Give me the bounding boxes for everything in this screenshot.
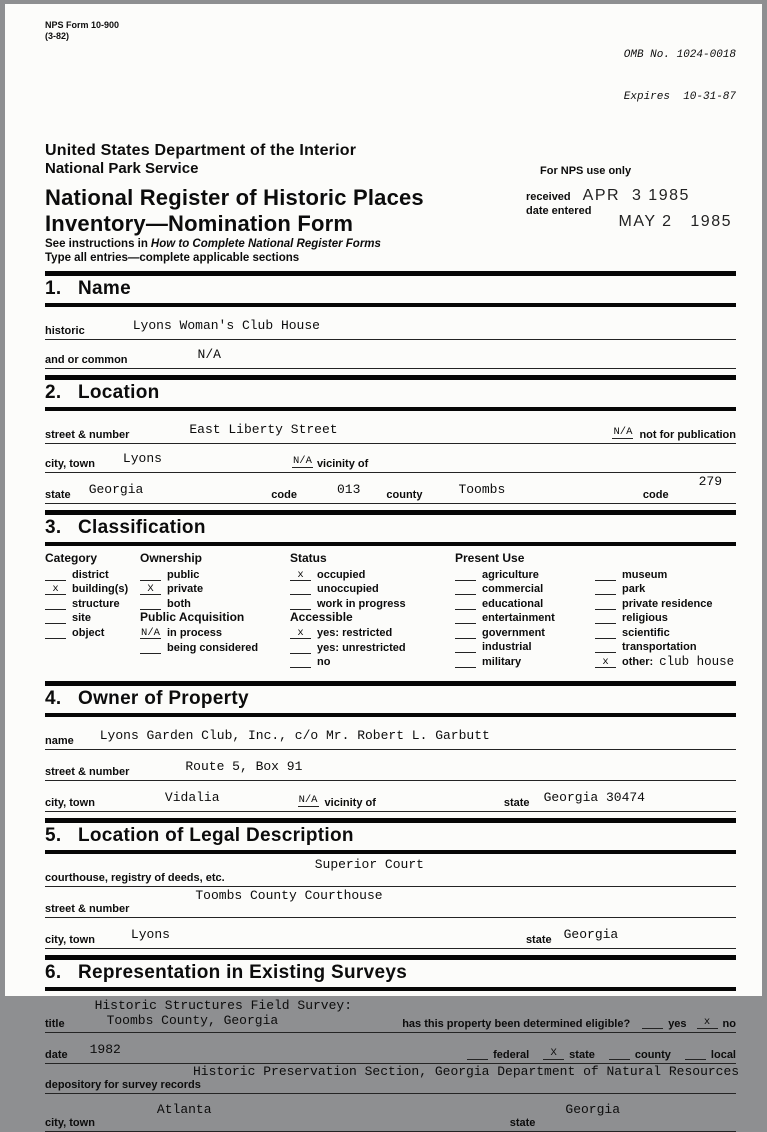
present-use-column-2	[595, 551, 736, 668]
county-mark	[609, 1048, 630, 1060]
checkbox-buildings	[45, 581, 140, 596]
eligible-question: has this property been determined eligible?	[402, 1018, 631, 1030]
street-label: street & number	[45, 429, 130, 441]
checkbox-label: both	[167, 597, 191, 610]
checkbox-mark	[595, 599, 616, 610]
checkbox-mark: x	[290, 570, 311, 581]
checkbox-mark: X	[140, 584, 161, 595]
section-number: 5.	[45, 825, 62, 846]
local-mark	[685, 1048, 706, 1060]
section-number: 4.	[45, 688, 62, 709]
checkbox-label: government	[482, 626, 545, 639]
city-label: city, town	[45, 1117, 95, 1129]
public-acquisition-title: Public Acquisition	[140, 609, 245, 624]
state-label: state	[509, 1117, 536, 1129]
checkbox-entertainment	[455, 610, 595, 625]
checkbox-mark	[455, 570, 476, 581]
street-value: Route 5, Box 91	[185, 759, 303, 774]
section-title: Owner of Property	[78, 688, 249, 709]
checkbox-object	[45, 624, 140, 639]
column-title: Present Use	[455, 551, 525, 565]
checkbox-label: religious	[622, 612, 668, 624]
checkbox-mark	[595, 613, 616, 624]
vicinity-label: vicinity of	[316, 458, 369, 470]
checkbox-private-residence	[595, 595, 736, 610]
ownership-column	[140, 551, 290, 668]
county-value: Toombs	[458, 482, 506, 497]
checkbox-mark	[595, 584, 616, 595]
checkbox-occupied	[290, 566, 455, 581]
not-for-publication-mark: N/A	[613, 426, 633, 438]
field-common-name	[45, 340, 736, 369]
street-label: street & number	[45, 903, 130, 915]
omb-expires: Expires 10-31-87	[623, 91, 736, 103]
street-label: street & number	[45, 766, 130, 778]
state-value: Georgia	[563, 927, 619, 942]
checkbox-mark	[455, 599, 476, 610]
checkbox-label: unoccupied	[317, 583, 379, 595]
checkbox-mark	[45, 613, 66, 624]
eligible-yes-mark	[642, 1017, 663, 1029]
state-checkbox-label: state	[569, 1049, 595, 1061]
checkbox-yes-unrestricted	[290, 639, 455, 654]
checkbox-label: industrial	[482, 641, 532, 653]
present-use-column-1	[455, 551, 595, 668]
field-owner-name	[45, 717, 736, 750]
city-value: Lyons	[130, 927, 170, 942]
date-entered-stamp: MAY 2 1985	[618, 213, 732, 230]
column-title: Ownership	[140, 551, 203, 565]
checkbox-mark	[45, 599, 66, 610]
checkbox-label: transportation	[622, 641, 697, 653]
checkbox-mark	[290, 584, 311, 595]
field-depository	[45, 1064, 740, 1094]
code2-value: 279	[698, 474, 722, 489]
column-title: Category	[45, 551, 98, 565]
instructions-prefix: See instructions in	[45, 238, 148, 250]
field-owner-street	[45, 750, 736, 781]
section-title: Location of Legal Description	[78, 825, 354, 846]
checkbox-label: yes: unrestricted	[317, 641, 406, 654]
common-value: N/A	[197, 347, 221, 362]
city-label: city, town	[45, 797, 95, 809]
section-3-heading	[45, 510, 736, 546]
section-1-heading	[45, 271, 736, 307]
field-legal-street	[45, 887, 736, 918]
checkbox-in-process	[140, 625, 290, 640]
vicinity-mark: N/A	[292, 455, 312, 467]
city-value: Vidalia	[164, 790, 220, 805]
title-value-line2: Toombs County, Georgia	[106, 1013, 279, 1028]
checkbox-label: public	[167, 568, 200, 581]
checkbox-label: work in progress	[317, 597, 406, 610]
nps-stamps	[526, 185, 736, 237]
checkbox-label: being considered	[167, 641, 259, 654]
checkbox-mark	[455, 642, 476, 653]
form-number: NPS Form 10-900	[45, 20, 120, 30]
classification-grid	[45, 546, 736, 675]
checkbox-structure	[45, 595, 140, 610]
checkbox-mark	[595, 570, 616, 581]
checkbox-being-considered	[140, 639, 290, 654]
common-label: and or common	[45, 354, 128, 366]
section-number: 3.	[45, 517, 62, 538]
street-value: Toombs County Courthouse	[195, 888, 383, 903]
form-title	[45, 185, 424, 237]
checkbox-label: private	[167, 583, 204, 595]
city-value: Lyons	[122, 451, 162, 466]
federal-label: federal	[493, 1049, 530, 1061]
checkbox-religious	[595, 610, 736, 625]
section-number: 2.	[45, 382, 62, 403]
checkbox-mark	[455, 657, 476, 668]
not-for-publication-label: not for publication	[639, 429, 736, 441]
county-checkbox-label: county	[634, 1049, 671, 1061]
section-4-heading	[45, 681, 736, 717]
column-title: Status	[290, 551, 327, 565]
form-header	[45, 20, 736, 132]
section-title: Classification	[78, 517, 206, 538]
field-courthouse	[45, 854, 736, 887]
accessible-title: Accessible	[290, 609, 353, 624]
checkbox-label: occupied	[317, 568, 366, 581]
section-title: Representation in Existing Surveys	[78, 962, 408, 983]
checkbox-mark: x	[45, 584, 66, 595]
section-5-heading	[45, 818, 736, 854]
code2-label: code	[642, 489, 669, 501]
checkbox-military	[455, 653, 595, 668]
checkbox-mark	[45, 628, 66, 639]
checkbox-mark	[595, 642, 616, 653]
checkbox-mark: N/A	[141, 627, 160, 639]
date-label: date	[45, 1049, 68, 1061]
checkbox-yes-restricted	[290, 625, 455, 640]
checkbox-label: yes: restricted	[317, 627, 393, 639]
form-title-line1: National Register of Historic Places	[45, 185, 424, 210]
checkbox-label: agriculture	[482, 568, 539, 581]
checkbox-mark	[595, 628, 616, 639]
field-survey-title	[45, 991, 736, 1033]
nomination-form-page	[5, 4, 762, 1129]
received-row	[526, 187, 736, 205]
checkbox-no	[290, 654, 455, 669]
city-label: city, town	[45, 934, 95, 946]
checkbox-label: park	[622, 583, 646, 595]
depository-value: Historic Preservation Section, Georgia Department of Natural Resources	[193, 1064, 740, 1079]
service-row	[45, 160, 736, 177]
status-column	[290, 551, 455, 668]
checkbox-mark: x	[290, 628, 311, 639]
checkbox-educational	[455, 595, 595, 610]
checkbox-mark	[140, 599, 161, 610]
checkbox-mark	[455, 628, 476, 639]
checkbox-scientific	[595, 624, 736, 639]
checkbox-label: in process	[167, 627, 223, 639]
checkbox-label: site	[72, 612, 91, 624]
checkbox-industrial	[455, 639, 595, 654]
code1-value: 013	[336, 482, 361, 497]
name-label: name	[45, 735, 74, 747]
federal-mark	[467, 1048, 488, 1060]
checkbox-mark	[290, 599, 311, 610]
section-6-heading	[45, 955, 736, 991]
checkbox-transportation	[595, 639, 736, 654]
checkbox-both	[140, 595, 290, 610]
vicinity-label: vicinity of	[324, 797, 376, 809]
checkbox-park	[595, 581, 736, 596]
vicinity-mark: N/A	[298, 794, 318, 806]
checkbox-mark	[140, 643, 161, 654]
date-value: 1982	[89, 1042, 121, 1057]
checkbox-label: scientific	[622, 626, 670, 639]
title-label: title	[45, 1018, 65, 1030]
checkbox-label: other:	[622, 655, 654, 668]
category-column	[45, 551, 140, 668]
checkbox-label: entertainment	[482, 612, 555, 624]
instructions-line1	[45, 237, 736, 251]
title-value-line1: Historic Structures Field Survey:	[94, 998, 353, 1013]
field-street-number	[45, 411, 736, 444]
eligible-no-label: no	[722, 1018, 736, 1030]
section-number: 1.	[45, 278, 62, 299]
checkbox-label: private residence	[622, 597, 713, 610]
checkbox-label: no	[317, 656, 331, 668]
instructions-book-title: How to Complete National Register Forms	[150, 238, 381, 250]
instructions-line2: Type all entries—complete applicable sections	[45, 252, 300, 264]
state-value: Georgia	[88, 482, 144, 497]
checkbox-unoccupied	[290, 581, 455, 596]
section-title: Name	[78, 278, 131, 299]
checkbox-mark	[455, 584, 476, 595]
section-2-heading	[45, 375, 736, 411]
other-value: club house	[659, 654, 735, 669]
column-spacer	[595, 551, 736, 566]
checkbox-mark	[290, 643, 311, 654]
service-title: National Park Service	[45, 160, 199, 177]
field-owner-city	[45, 781, 736, 812]
field-legal-city	[45, 918, 736, 949]
checkbox-label: educational	[482, 597, 544, 610]
section-title: Location	[78, 382, 160, 403]
field-historic-name	[45, 307, 736, 340]
checkbox-label: military	[482, 655, 522, 668]
omb-number: OMB No. 1024-0018	[623, 49, 736, 61]
eligible-yes-label: yes	[668, 1018, 687, 1030]
eligible-no-mark: x	[697, 1017, 718, 1029]
city-value: Atlanta	[156, 1102, 212, 1117]
field-survey-date	[45, 1033, 736, 1064]
historic-label: historic	[45, 325, 85, 337]
state-label: state	[525, 934, 552, 946]
checkbox-work-in-progress	[290, 595, 455, 610]
field-state-county	[45, 473, 736, 504]
checkbox-commercial	[455, 581, 595, 596]
checkbox-mark	[455, 613, 476, 624]
received-date-stamp: APR 3 1985	[582, 187, 690, 204]
checkbox-government	[455, 624, 595, 639]
checkbox-mark	[140, 570, 161, 581]
title-value-block	[95, 998, 352, 1030]
checkbox-mark	[45, 570, 66, 581]
city-label: city, town	[45, 458, 95, 470]
street-value: East Liberty Street	[189, 422, 338, 437]
county-label: county	[386, 489, 423, 501]
checkbox-private	[140, 581, 290, 596]
checkbox-site	[45, 610, 140, 625]
checkbox-agriculture	[455, 566, 595, 581]
checkbox-public	[140, 566, 290, 581]
date-entered-label: date entered	[526, 205, 592, 217]
field-survey-city	[45, 1094, 736, 1132]
form-revision: (3-82)	[45, 31, 70, 41]
field-city-town	[45, 444, 736, 473]
department-title: United States Department of the Interior	[45, 142, 357, 159]
code1-label: code	[271, 489, 297, 501]
checkbox-other	[595, 653, 736, 668]
checkbox-museum	[595, 566, 736, 581]
courthouse-label: courthouse, registry of deeds, etc.	[45, 872, 225, 884]
state-mark: X	[543, 1048, 564, 1060]
checkbox-label: structure	[72, 597, 120, 610]
checkbox-label: museum	[622, 568, 668, 581]
state-label: state	[45, 489, 71, 501]
form-number-block	[45, 20, 119, 132]
title-row	[45, 185, 736, 237]
nps-use-only-label: For NPS use only	[540, 165, 632, 177]
local-checkbox-label: local	[710, 1049, 736, 1061]
checkbox-label: commercial	[482, 583, 544, 595]
received-label: received	[526, 191, 571, 203]
state-value: Georgia	[565, 1102, 620, 1117]
form-title-line2: Inventory—Nomination Form	[45, 211, 354, 236]
checkbox-mark: x	[595, 657, 616, 668]
depository-label: depository for survey records	[45, 1079, 201, 1091]
courthouse-value: Superior Court	[314, 857, 424, 872]
omb-block	[624, 20, 736, 132]
checkbox-district	[45, 566, 140, 581]
checkbox-label: object	[72, 626, 105, 639]
checkbox-label: district	[72, 568, 109, 581]
state-label: state	[503, 797, 530, 809]
historic-value: Lyons Woman's Club House	[132, 318, 320, 333]
checkbox-mark	[290, 657, 311, 668]
state-value: Georgia 30474	[543, 790, 645, 805]
name-value: Lyons Garden Club, Inc., c/o Mr. Robert L. Garbutt	[99, 728, 490, 743]
checkbox-label: building(s)	[72, 583, 129, 595]
section-number: 6.	[45, 962, 62, 983]
